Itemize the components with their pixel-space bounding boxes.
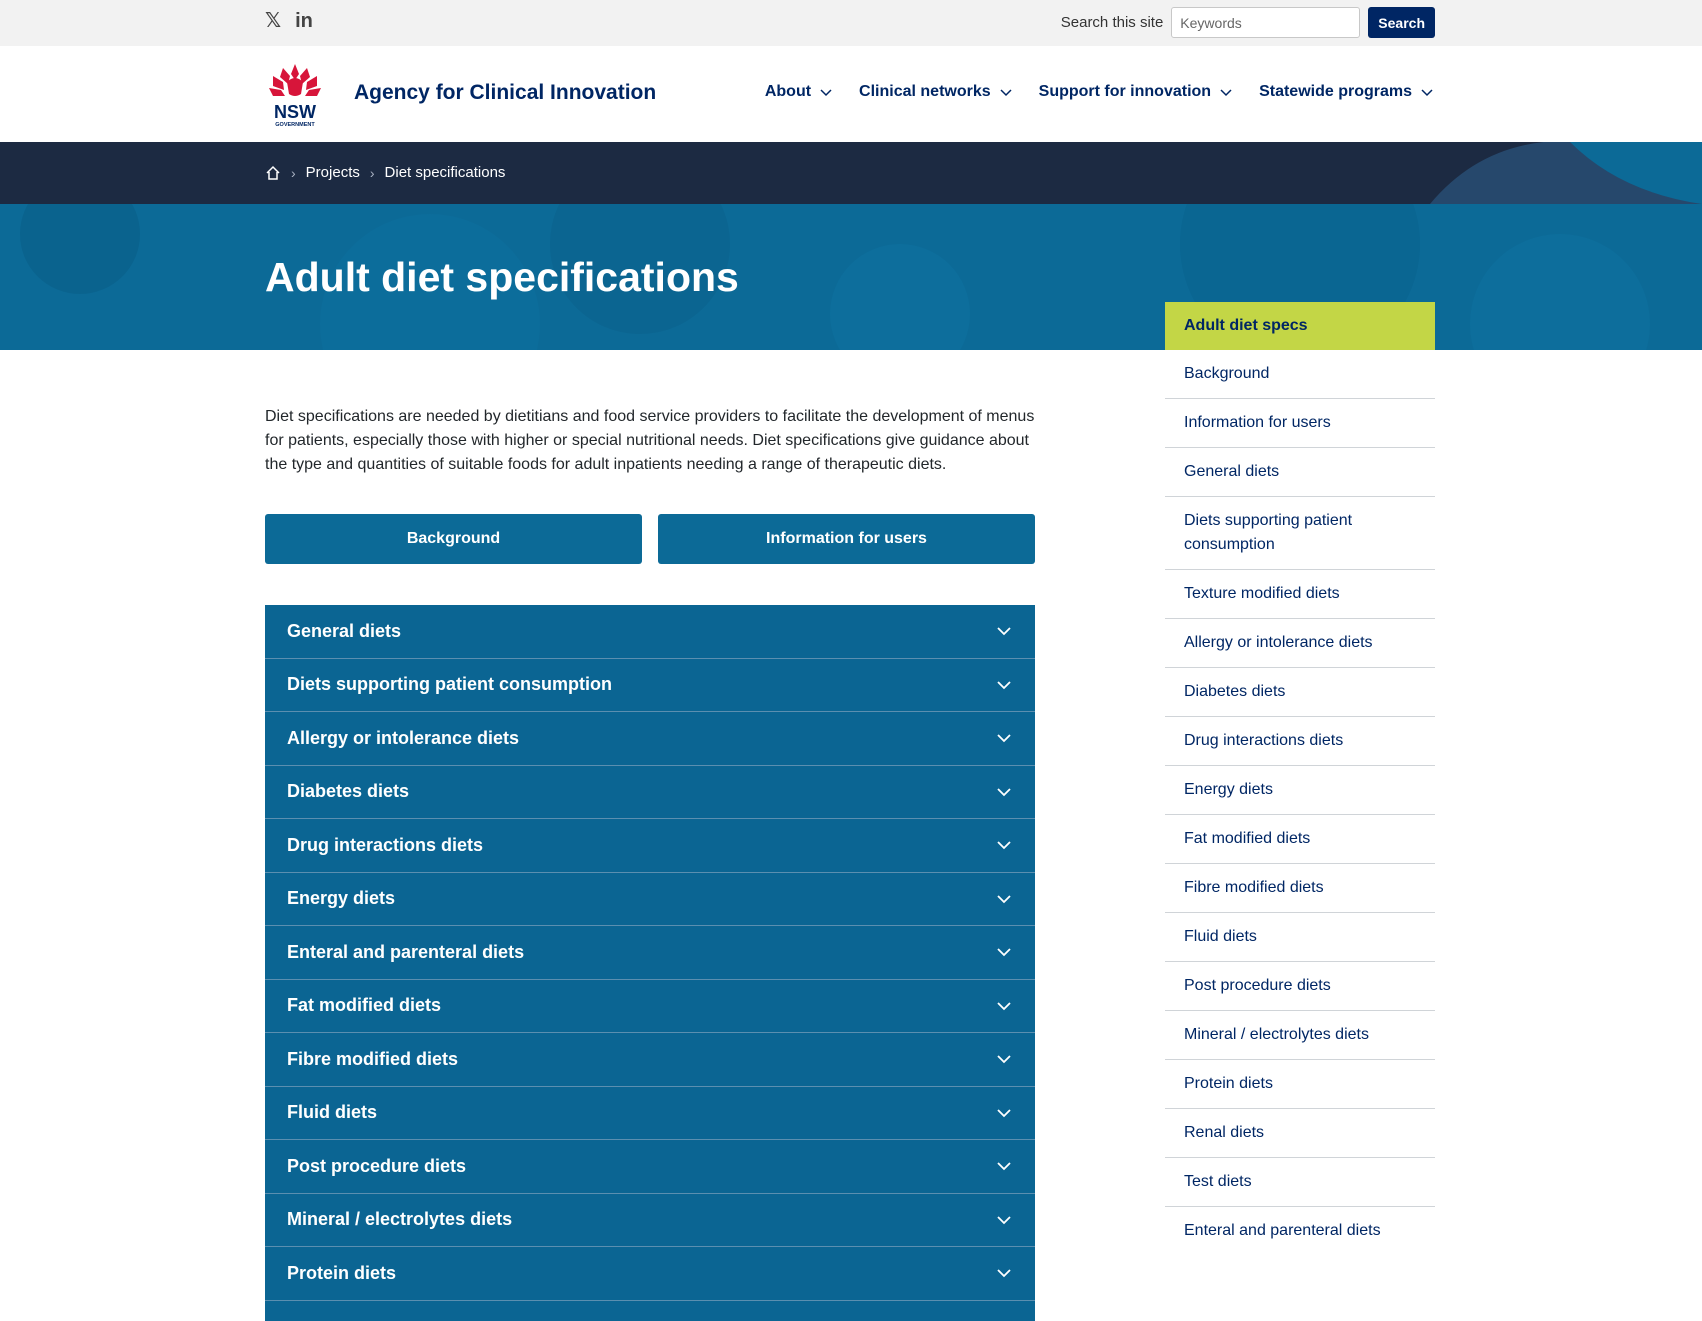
nav-label: Support for innovation — [1038, 83, 1212, 100]
accordion-item[interactable] — [265, 712, 1035, 766]
decorative-arc-icon — [1430, 142, 1702, 204]
accordion-item[interactable] — [265, 605, 1035, 659]
chevron-down-icon — [995, 783, 1013, 801]
chevron-down-icon — [819, 85, 833, 99]
chevron-down-icon — [995, 1104, 1013, 1122]
diet-accordion — [265, 605, 1035, 1321]
chevron-down-icon — [999, 85, 1013, 99]
accordion-label: Fibre modified diets — [287, 1048, 459, 1069]
agency-name[interactable]: Agency for Clinical Innovation — [354, 81, 657, 104]
chevron-down-icon — [995, 836, 1013, 854]
x-icon[interactable]: 𝕏 — [265, 10, 282, 32]
side-nav-active[interactable]: Adult diet specs — [1165, 302, 1435, 350]
chevron-down-icon — [995, 622, 1013, 640]
accordion-label: Allergy or intolerance diets — [287, 727, 520, 748]
side-nav — [1165, 302, 1435, 1255]
side-nav-item[interactable]: Information for users — [1165, 399, 1435, 448]
accordion-label: General diets — [287, 620, 402, 641]
side-nav-item[interactable]: Fluid diets — [1165, 913, 1435, 962]
chevron-down-icon — [995, 997, 1013, 1015]
accordion-label: Diets supporting patient consumption — [287, 674, 612, 695]
accordion-item[interactable] — [265, 1033, 1035, 1087]
breadcrumb-band — [0, 142, 1702, 204]
nsw-waratah-logo-icon[interactable] — [265, 60, 325, 128]
accordion-item[interactable] — [265, 1247, 1035, 1301]
side-nav-item[interactable]: Enteral and parenteral diets — [1184, 1222, 1381, 1239]
main-nav — [765, 83, 1434, 101]
chevron-down-icon — [1219, 85, 1233, 99]
chevron-down-icon — [995, 729, 1013, 747]
chevron-down-icon — [995, 1264, 1013, 1282]
side-nav-item[interactable]: Diets supporting patient consumption — [1165, 497, 1435, 570]
logo-text: NSW — [274, 102, 316, 122]
side-nav-item[interactable]: Fat modified diets — [1165, 815, 1435, 864]
breadcrumb-projects[interactable]: Projects — [305, 164, 360, 181]
information-for-users-button[interactable]: Information for users — [658, 514, 1035, 564]
chevron-down-icon — [995, 676, 1013, 694]
side-nav-item[interactable]: Background — [1165, 350, 1435, 399]
nav-statewide-programs[interactable] — [1259, 83, 1434, 101]
nav-support-for-innovation[interactable] — [1039, 83, 1233, 101]
side-nav-item[interactable]: Renal diets — [1165, 1109, 1435, 1158]
linkedin-icon[interactable]: in — [295, 10, 313, 32]
breadcrumb — [265, 164, 505, 181]
side-nav-item[interactable]: Mineral / electrolytes diets — [1165, 1011, 1435, 1060]
chevron-down-icon — [1420, 85, 1434, 99]
utility-bar — [0, 0, 1702, 46]
chevron-right-icon: › — [369, 164, 375, 181]
accordion-label: Protein diets — [287, 1262, 397, 1283]
site-search — [1061, 7, 1435, 38]
side-nav-item[interactable]: Test diets — [1165, 1158, 1435, 1207]
accordion-item[interactable] — [265, 980, 1035, 1034]
chevron-down-icon — [995, 1157, 1013, 1175]
accordion-item[interactable] — [265, 1087, 1035, 1141]
intro-buttons — [265, 514, 1035, 564]
side-nav-item[interactable]: General diets — [1165, 448, 1435, 497]
accordion-item[interactable] — [265, 926, 1035, 980]
nav-about[interactable] — [765, 83, 833, 101]
side-nav-item[interactable]: Allergy or intolerance diets — [1165, 619, 1435, 668]
hero-background-image — [0, 204, 1702, 350]
background-button[interactable]: Background — [265, 514, 642, 564]
accordion-label: Fluid diets — [287, 1102, 377, 1123]
hero-banner — [0, 204, 1702, 350]
home-icon[interactable] — [265, 165, 281, 181]
accordion-label: Diabetes diets — [287, 781, 410, 802]
side-nav-item[interactable]: Drug interactions diets — [1165, 717, 1435, 766]
accordion-item[interactable] — [265, 873, 1035, 927]
accordion-item[interactable] — [265, 1140, 1035, 1194]
accordion-item[interactable] — [265, 1194, 1035, 1248]
accordion-label: Enteral and parenteral diets — [287, 941, 525, 962]
side-nav-item[interactable]: Texture modified diets — [1165, 570, 1435, 619]
search-label: Search this site — [1060, 14, 1164, 31]
accordion-item[interactable] — [265, 819, 1035, 873]
chevron-down-icon — [995, 890, 1013, 908]
accordion-item[interactable] — [265, 766, 1035, 820]
chevron-right-icon: › — [291, 164, 296, 181]
search-button[interactable]: Search — [1368, 7, 1435, 38]
side-nav-item[interactable]: Post procedure diets — [1165, 962, 1435, 1011]
nav-label: About — [764, 83, 812, 100]
side-nav-item[interactable]: Protein diets — [1165, 1060, 1435, 1109]
side-nav-item[interactable]: Energy diets — [1165, 766, 1435, 815]
site-header — [0, 46, 1702, 142]
chevron-down-icon — [995, 1050, 1013, 1068]
nav-label: Statewide programs — [1259, 83, 1412, 100]
search-input[interactable] — [1171, 7, 1360, 38]
nav-clinical-networks[interactable] — [859, 83, 1013, 101]
accordion-item[interactable] — [265, 659, 1035, 713]
social-links — [265, 10, 313, 32]
page-title: Adult diet specifications — [265, 254, 739, 300]
nav-label: Clinical networks — [859, 83, 991, 100]
accordion-label: Mineral / electrolytes diets — [287, 1209, 513, 1230]
accordion-label: Post procedure diets — [287, 1155, 467, 1176]
intro-paragraph: Diet specifications are needed by dietitians and food service providers to facilitate the development of menus for patients, especially those with higher or special nutritional needs. Diet specifications give guidance about the type and quantities of suitable foods for adult inpatients needing a range of therapeutic diets. — [265, 408, 1035, 473]
accordion-item-partial[interactable] — [265, 1301, 1035, 1321]
breadcrumb-current: Diet specifications — [384, 164, 506, 181]
side-nav-item[interactable]: Diabetes diets — [1165, 668, 1435, 717]
logo-subtext: GOVERNMENT — [275, 122, 315, 128]
accordion-label: Energy diets — [287, 888, 396, 909]
accordion-label: Fat modified diets — [287, 995, 442, 1016]
chevron-down-icon — [995, 943, 1013, 961]
chevron-down-icon — [995, 1211, 1013, 1229]
accordion-label: Drug interactions diets — [287, 834, 484, 855]
side-nav-item[interactable]: Fibre modified diets — [1165, 864, 1435, 913]
